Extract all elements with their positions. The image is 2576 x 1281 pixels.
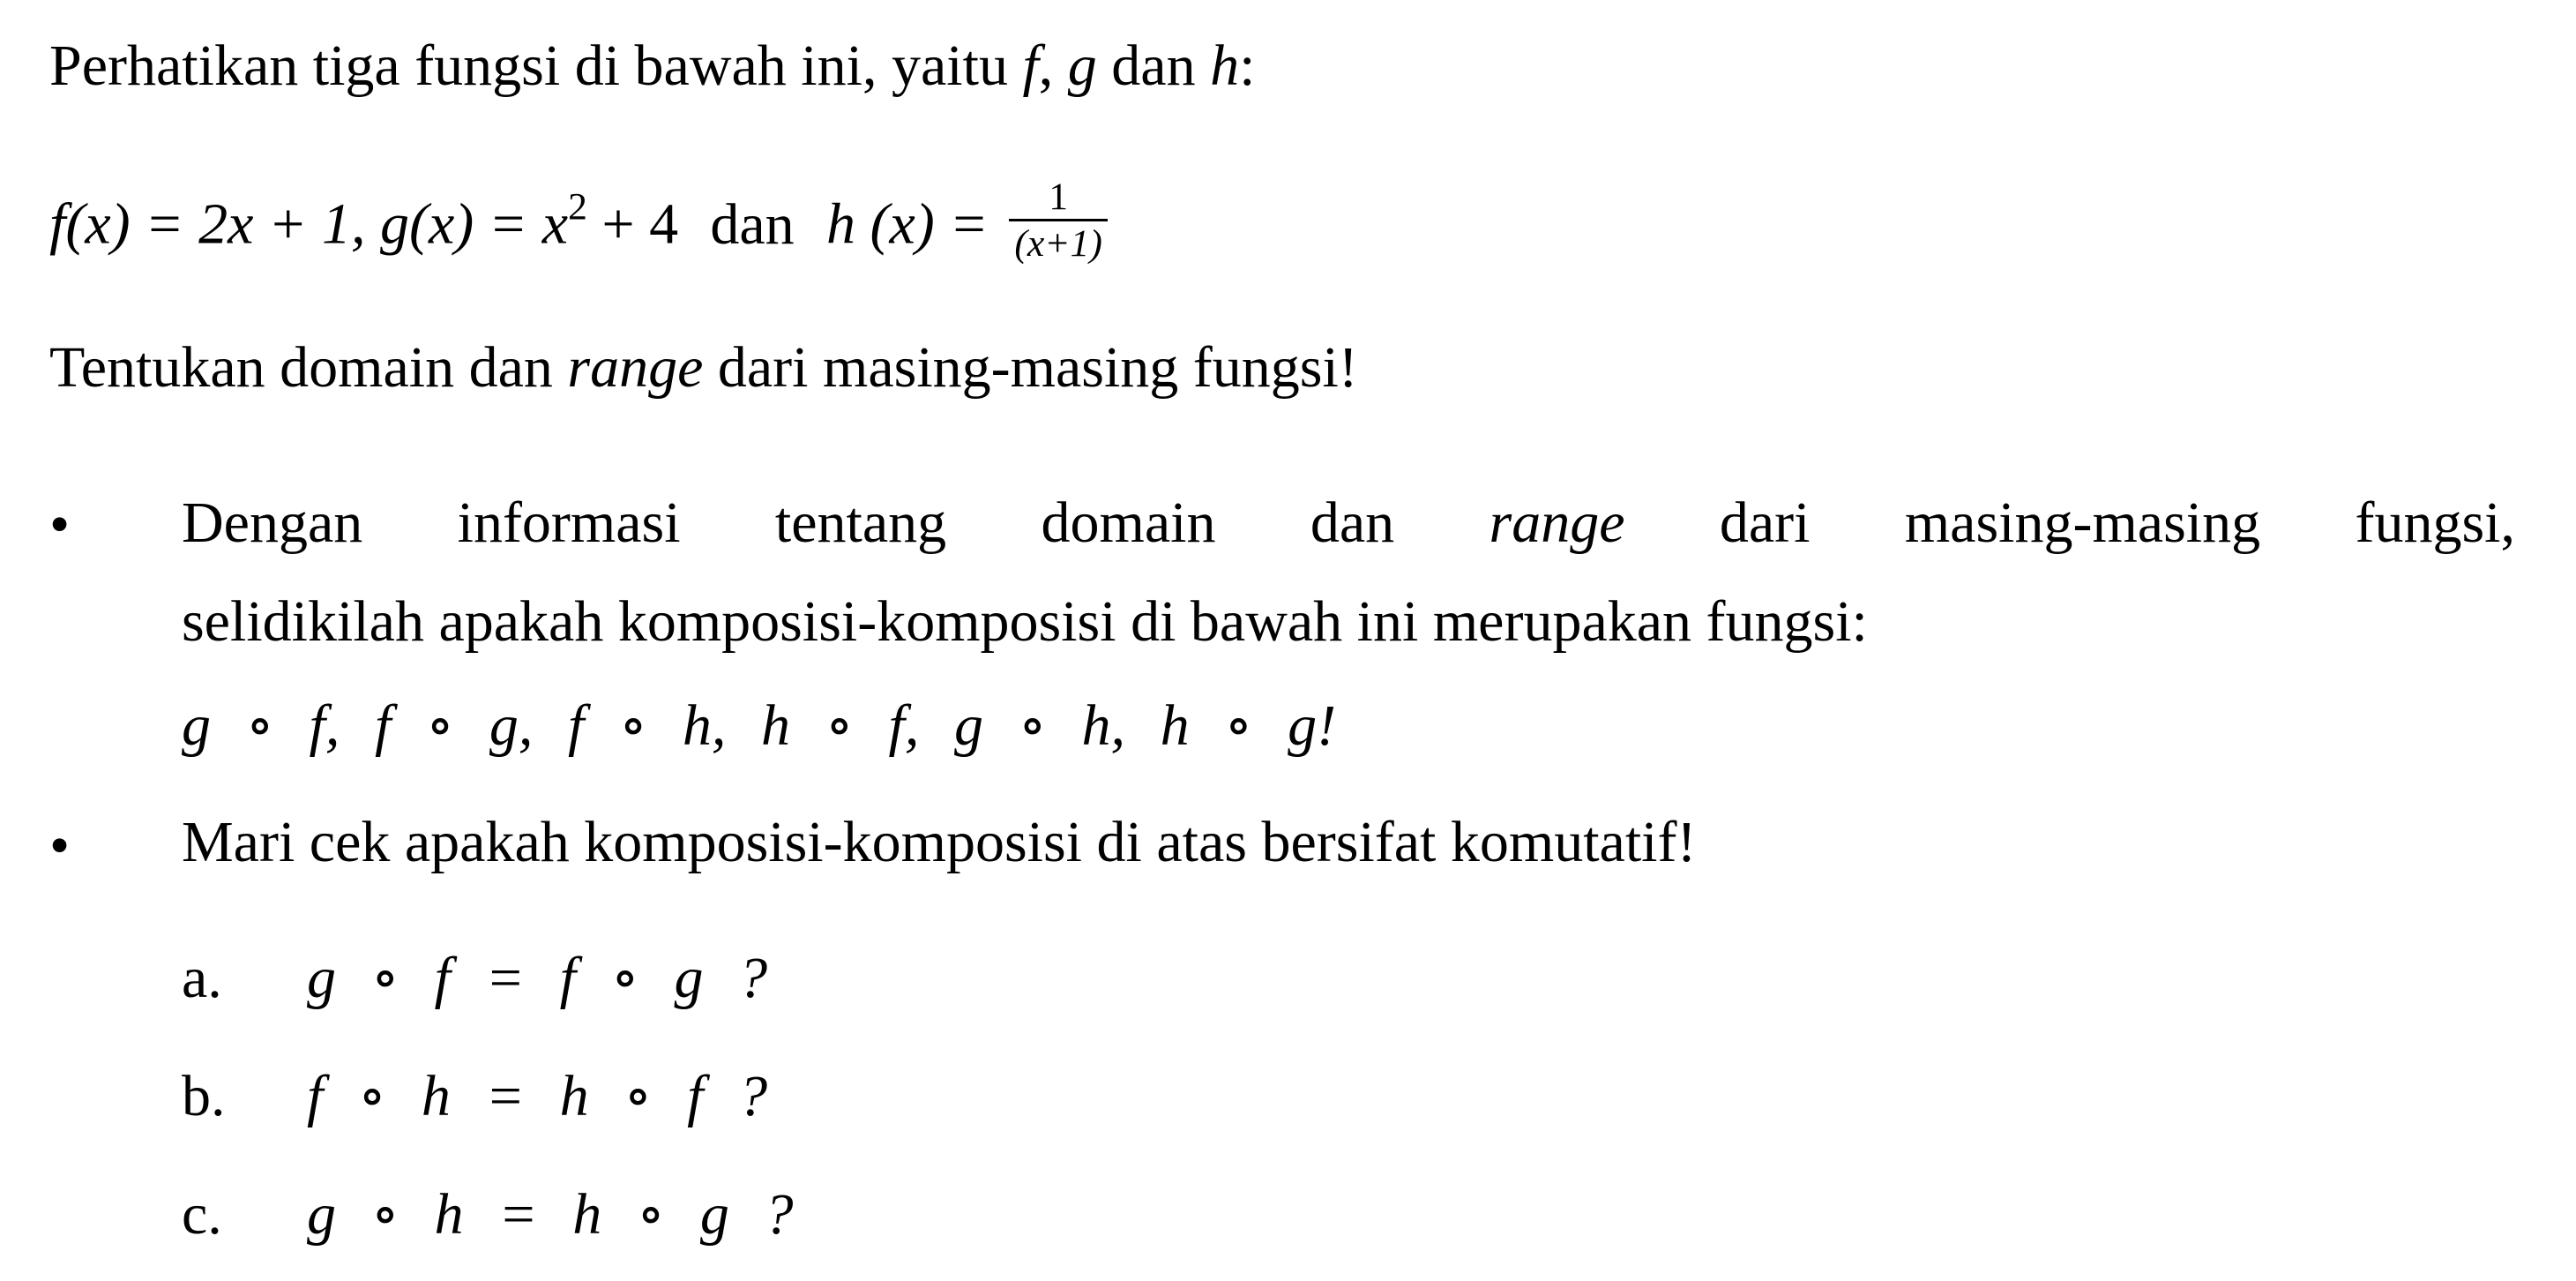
definitions-dan: dan (710, 191, 795, 257)
intro-line: Perhatikan tiga fungsi di bawah ini, yaitu f, g dan h: (49, 34, 1256, 98)
h-denominator: (x+1) (1014, 222, 1102, 266)
compositions-list: g ∘ f, f ∘ g, f ∘ h, h ∘ f, g ∘ h, h ∘ g! (182, 693, 1337, 758)
f-definition: f(x) = 2x + 1, (49, 191, 366, 257)
range-term: range (567, 335, 704, 400)
h-definition-lhs: h (x) = (825, 191, 989, 257)
item-a-label: a. (182, 946, 222, 1010)
h-numerator: 1 (1009, 176, 1109, 221)
var-g: g (1067, 34, 1097, 98)
item-a-expr: g ∘ f = f ∘ g ? (307, 946, 768, 1010)
g-exponent: 2 (568, 185, 587, 228)
range-term-2: range (1489, 491, 1625, 555)
g-definition-lhs: g(x) = x (379, 191, 569, 257)
g-definition-rhs: + 4 (601, 191, 679, 257)
var-f: f (1022, 34, 1039, 98)
function-definitions (49, 176, 1108, 274)
item-b-expr: f ∘ h = h ∘ f ? (307, 1064, 768, 1128)
item-c-expr: g ∘ h = h ∘ g ? (307, 1182, 794, 1247)
item-c-label: c. (182, 1182, 222, 1247)
bullet-1: • (49, 492, 71, 557)
item-b-label: b. (182, 1064, 226, 1128)
task-line: Tentukan domain dan range dari masing-masing fungsi! (49, 335, 1358, 400)
bullet-1-line-1: Dengan informasi tentang domain dan range dari masing-masing fungsi, (182, 491, 2515, 555)
bullet-2-text: Mari cek apakah komposisi-komposisi di atas bersifat komutatif! (182, 810, 1697, 874)
bullet-1-line-2: selidikilah apakah komposisi-komposisi di bawah ini merupakan fungsi: (182, 589, 1868, 654)
h-fraction (1009, 176, 1109, 266)
var-h: h (1210, 34, 1240, 98)
bullet-2: • (49, 813, 71, 878)
intro-text: Perhatikan tiga fungsi di bawah ini, yaitu (49, 34, 1008, 98)
